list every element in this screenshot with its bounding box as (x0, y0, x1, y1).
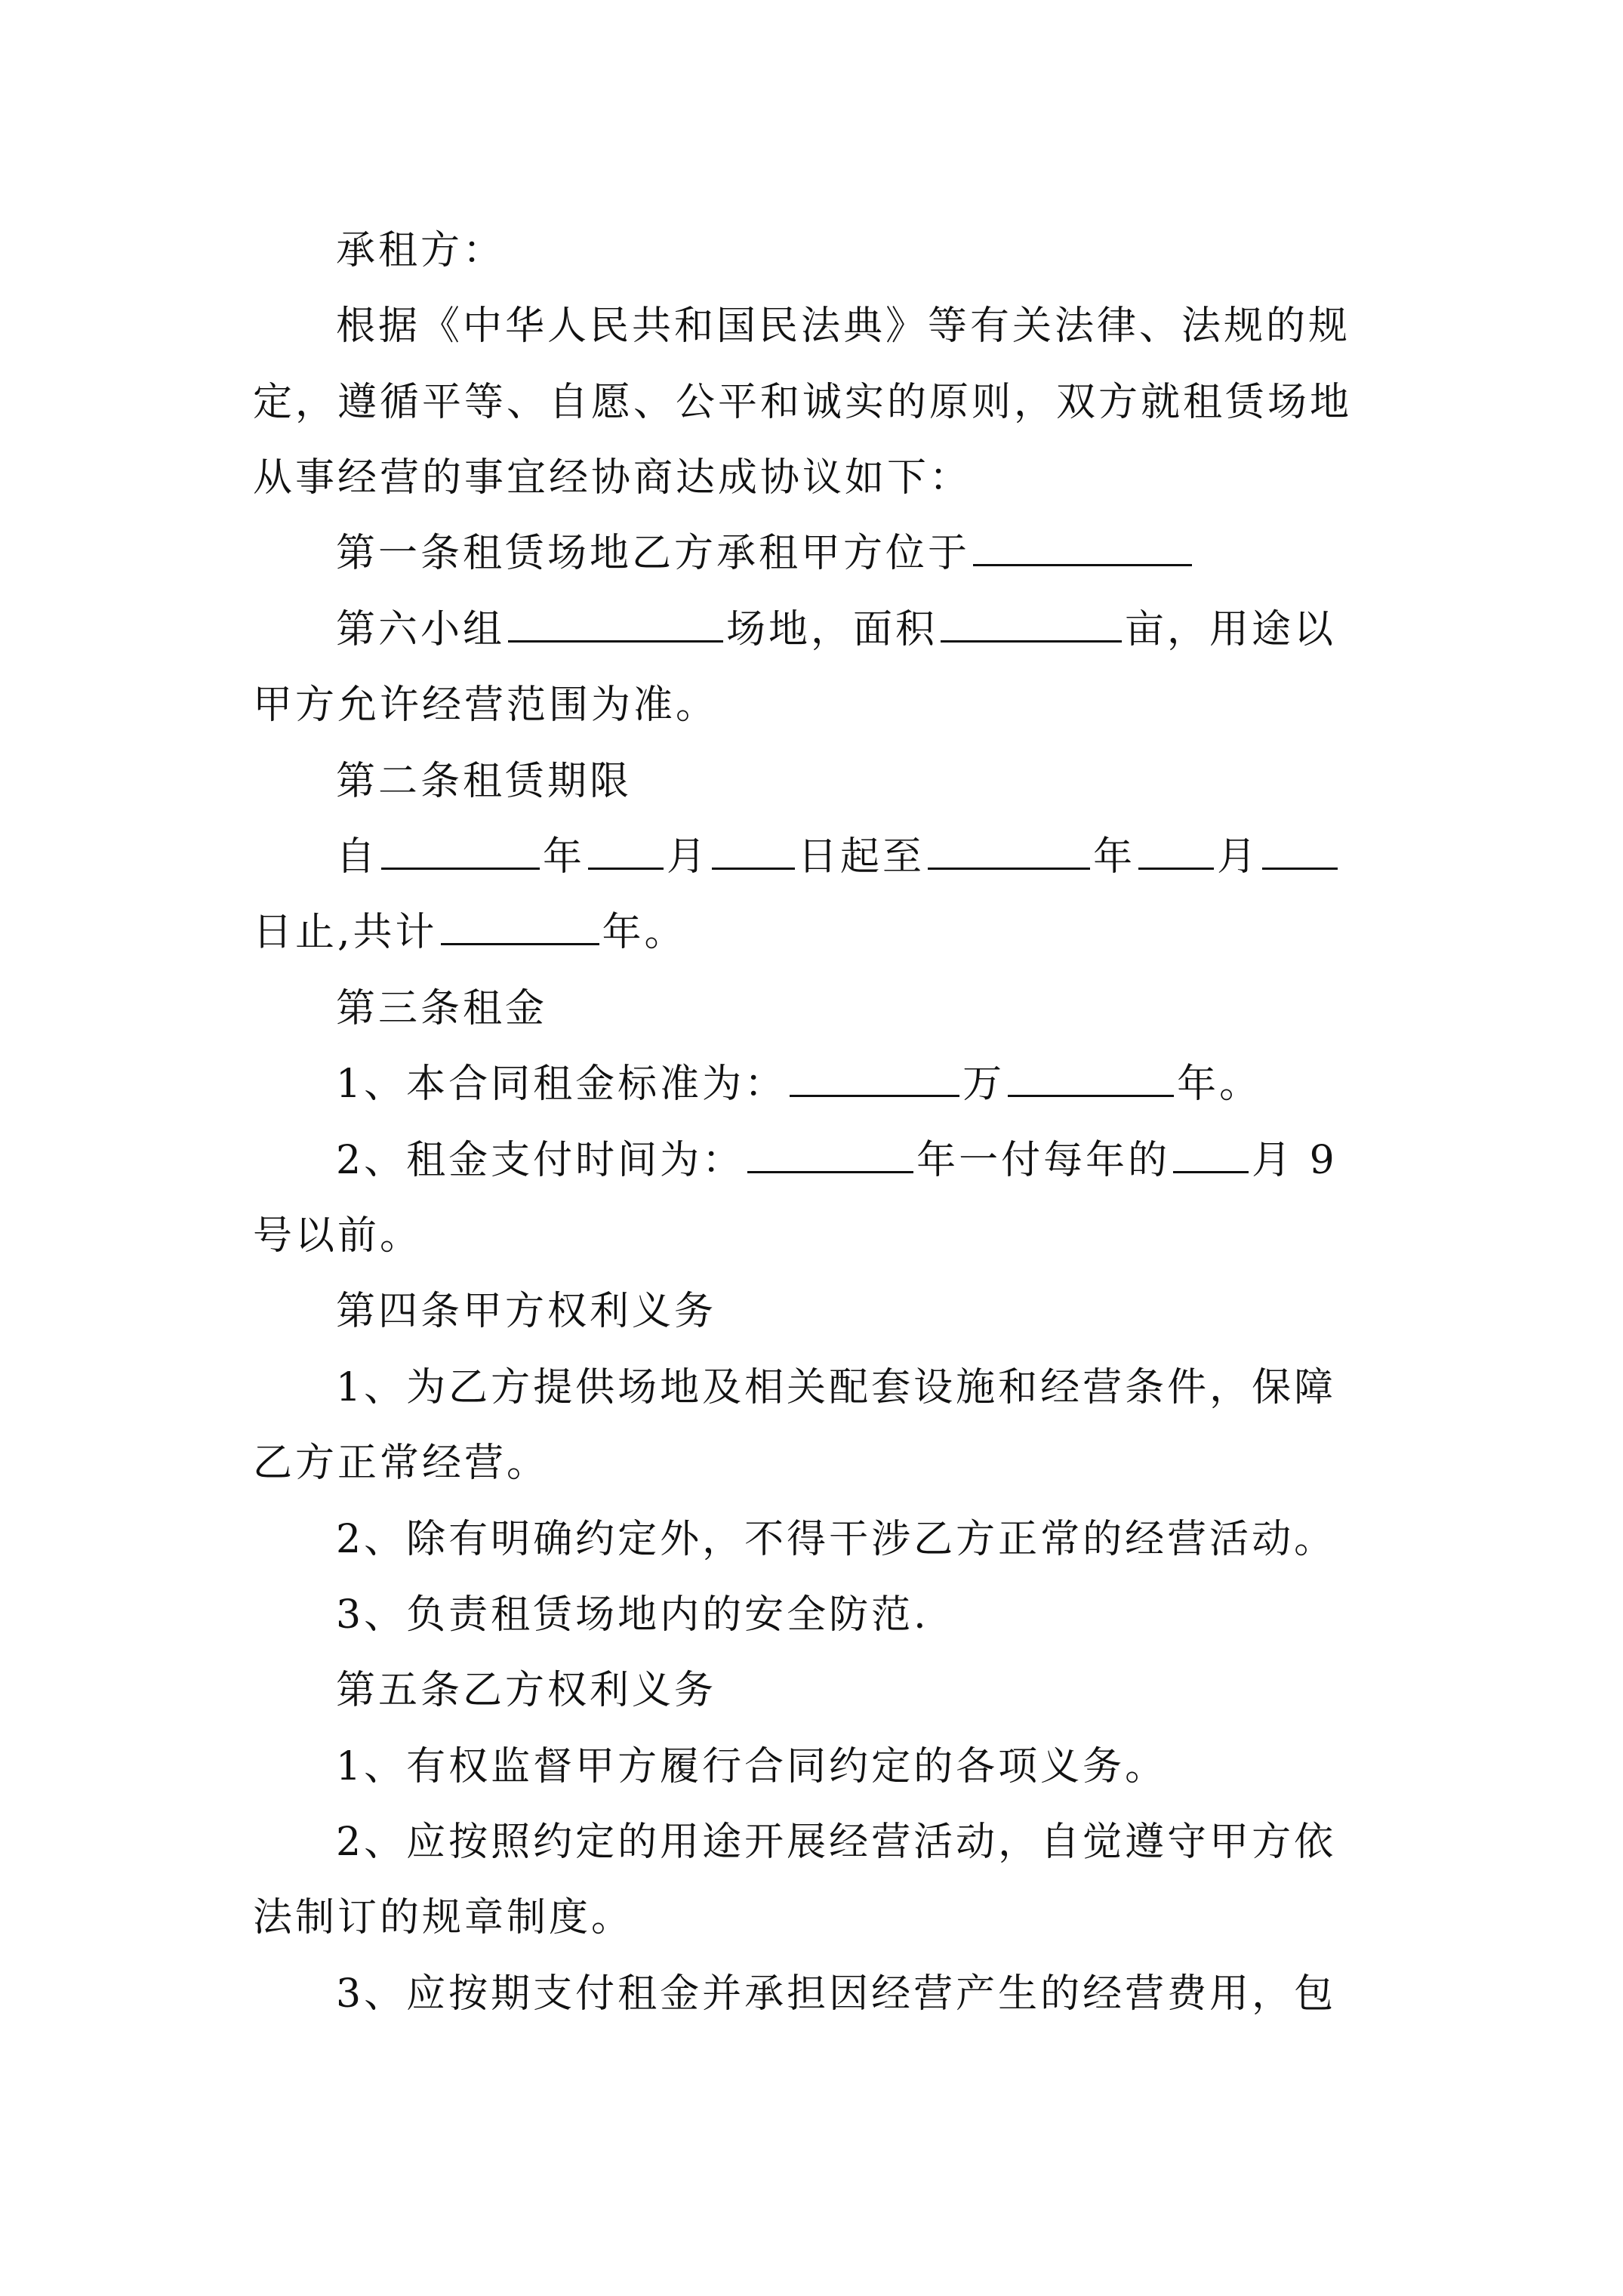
text-line (253, 372, 1385, 433)
paragraph-text: 2、除有明确约定外，不得干涉乙方正常的经营活动。 (336, 1517, 1337, 1562)
text-line (253, 675, 1385, 735)
text-line (336, 1509, 1468, 1570)
text-segment: 年 (543, 834, 586, 880)
paragraph-text: 法制订的规章制度。 (253, 1895, 634, 1940)
article-4-heading: 第四条甲方权利义务 (336, 1289, 717, 1334)
payment-month-blank[interactable] (1173, 1136, 1249, 1173)
text-line (336, 751, 1468, 812)
text-segment: 月 (1217, 834, 1260, 880)
text-segment: 年。 (1177, 1062, 1262, 1107)
text-segment: 1、本合同租金标准为： (336, 1062, 787, 1107)
text-segment: 第六小组 (336, 607, 506, 652)
rent-unit-blank[interactable] (1008, 1060, 1174, 1097)
text-line (336, 296, 1468, 356)
tenant-label: 承租方： (336, 228, 506, 273)
paragraph-text: 3、负责租赁场地内的安全防范. (336, 1592, 929, 1638)
text-line (336, 1660, 1468, 1721)
article-2-heading: 第二条租赁期限 (336, 759, 633, 804)
text-segment: 年。 (602, 910, 687, 955)
start-day-blank[interactable] (712, 833, 795, 870)
end-year-blank[interactable] (928, 833, 1090, 870)
text-segment: 场地，面积 (726, 607, 938, 652)
paragraph-text: 定，遵循平等、自愿、公平和诚实的原则，双方就租赁场地 (253, 380, 1353, 425)
paragraph-text: 从事经营的事宜经协商达成协议如下： (253, 455, 972, 501)
text-line (253, 1433, 1385, 1493)
text-line (336, 827, 1468, 887)
paragraph-text: 号以前。 (253, 1213, 423, 1259)
text-line (253, 1888, 1385, 1948)
text-segment: 亩，用途以 (1125, 607, 1337, 652)
text-segment: 日止,共计 (253, 910, 438, 955)
text-line (336, 1737, 1468, 1797)
end-month-blank[interactable] (1138, 833, 1214, 870)
text-line (336, 978, 1468, 1039)
article-1-text: 第一条租赁场地乙方承租甲方位于 (336, 531, 971, 576)
end-day-blank[interactable] (1262, 833, 1338, 870)
area-blank[interactable] (941, 606, 1122, 643)
text-line (253, 1206, 1385, 1266)
text-segment: 日起至 (798, 834, 925, 880)
text-line (336, 1358, 1468, 1418)
text-line (253, 902, 1385, 963)
text-line (336, 1054, 1468, 1114)
location-blank[interactable] (973, 529, 1192, 566)
text-segment: 自 (336, 834, 379, 880)
rent-amount-blank[interactable] (790, 1060, 959, 1097)
text-line (336, 220, 1468, 281)
text-line (336, 523, 1468, 584)
total-years-blank[interactable] (441, 908, 599, 945)
text-line (336, 1812, 1468, 1872)
text-segment: 年 (1093, 834, 1136, 880)
group-blank[interactable] (508, 606, 723, 643)
article-3-heading: 第三条租金 (336, 986, 548, 1031)
payment-interval-blank[interactable] (747, 1136, 913, 1173)
text-line (336, 599, 1468, 660)
paragraph-text: 3、应按期支付租金并承担因经营产生的经营费用，包 (336, 1971, 1337, 2017)
text-segment: 2、租金支付时间为： (336, 1138, 745, 1183)
start-month-blank[interactable] (588, 833, 664, 870)
text-line (336, 1130, 1468, 1191)
paragraph-text: 甲方允许经营范围为准。 (253, 683, 719, 728)
paragraph-text: 根据《中华人民共和国民法典》等有关法律、法规的规 (336, 304, 1351, 349)
paragraph-text: 乙方正常经营。 (253, 1441, 550, 1486)
text-line (336, 1281, 1468, 1342)
text-line (336, 1585, 1468, 1645)
paragraph-text: 2、应按照约定的用途开展经营活动，自觉遵守甲方依 (336, 1820, 1337, 1865)
article-5-heading: 第五条乙方权利义务 (336, 1668, 717, 1713)
text-line (336, 1964, 1468, 2024)
text-segment: 年一付每年的 (916, 1138, 1171, 1183)
paragraph-text: 1、为乙方提供场地及相关配套设施和经营条件，保障 (336, 1365, 1337, 1410)
text-segment: 月 (667, 834, 710, 880)
text-segment: 月 9 (1252, 1138, 1338, 1183)
text-line (253, 448, 1385, 508)
start-year-blank[interactable] (381, 833, 540, 870)
text-segment: 万 (962, 1062, 1006, 1107)
paragraph-text: 1、有权监督甲方履行合同约定的各项义务。 (336, 1744, 1168, 1789)
